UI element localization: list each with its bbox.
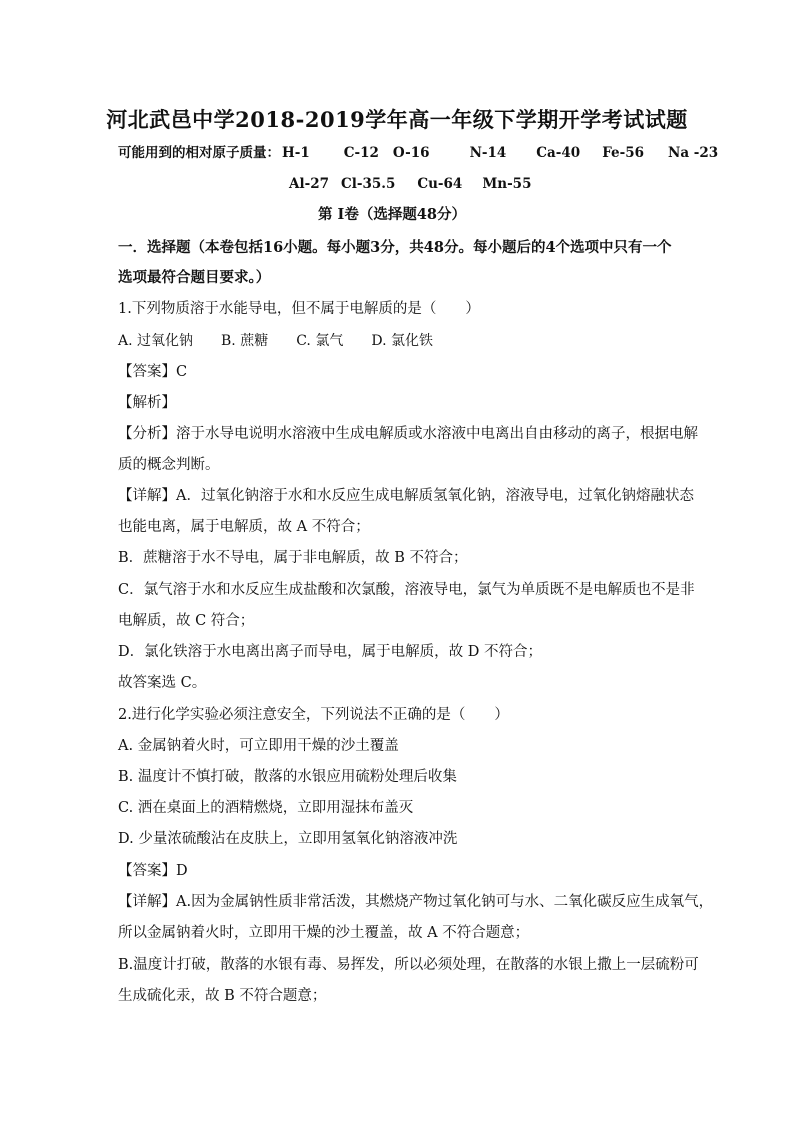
option-d: D. 氯化铁 [371,333,433,349]
mass-item: N-14 [469,145,507,161]
analysis-heading: 【解析】 [118,395,176,411]
section-intro: 选项最符合题目要求。） [118,269,271,286]
section-title: 第 I卷（选择题48分） [318,206,467,223]
analysis-text: 质的概念判断。 [118,457,220,473]
detail-text: D．氯化铁溶于水电离出离子而导电，属于电解质，故 D 不符合； [118,644,542,660]
mass-item: Mn-55 [482,176,532,192]
detail-text: B.温度计打破，散落的水银有毒、易挥发，所以必须处理，在散落的水银上撒上一层硫粉可 [118,957,699,973]
mass-item: Al-27 [289,176,329,192]
detail-text: C．氯气溶于水和水反应生成盐酸和次氯酸，溶液导电，氯气为单质既不是电解质也不是非 [118,582,695,598]
option-a: A. 金属钠着火时，可立即用干燥的沙土覆盖 [118,738,399,754]
mass-item: Fe-56 [602,145,645,161]
analysis-text: 【分析】溶于水导电说明水溶液中生成电解质或水溶液中电离出自由移动的离子，根据电解 [118,426,698,442]
mass-item: H-1 [282,145,310,161]
atomic-masses-row-2 [289,174,531,194]
detail-text: 也能电离，属于电解质，故 A 不符合； [118,519,370,535]
detail-text: 【详解】A．过氧化钠溶于水和水反应生成电解质氢氧化钠，溶液导电，过氧化钠熔融状态 [118,488,694,504]
conclusion-text: 故答案选 C。 [118,675,207,691]
detail-text: 电解质，故 C 符合； [118,613,255,629]
option-b: B. 蔗糖 [221,333,269,349]
question-2-answer: 【答案】D [118,863,188,879]
exam-title: 河北武邑中学2018-2019学年高一年级下学期开学考试试题 [106,107,688,132]
detail-text: 【详解】A.因为金属钠性质非常活泼，其燃烧产物过氧化钠可与水、二氧化碳反应生成氧气， [118,894,714,910]
section-intro: 一．选择题（本卷包括16小题。每小题3分，共48分。每小题后的4个选项中只有一个 [118,239,672,256]
question-2-stem: 2.进行化学实验必须注意安全，下列说法不正确的是（ ） [118,707,509,723]
option-a: A. 过氧化钠 [118,333,194,349]
atomic-masses-label: 可能用到的相对原子质量： [118,145,280,161]
option-c: C. 氯气 [296,333,344,349]
mass-item: C-12 [343,145,379,161]
question-1-options [118,331,461,351]
detail-text: 所以金属钠着火时，立即用干燥的沙土覆盖，故 A 不符合题意； [118,925,530,941]
mass-item: Cu-64 [417,176,463,192]
option-b: B. 温度计不慎打破，散落的水银应用硫粉处理后收集 [118,769,457,785]
option-d: D. 少量浓硫酸沾在皮肤上，立即用氢氧化钠溶液冲洗 [118,831,458,847]
detail-text: 生成硫化汞，故 B 不符合题意； [118,988,327,1004]
mass-item: Ca-40 [536,145,581,161]
question-1-stem: 1.下列物质溶于水能导电，但不属于电解质的是（ ） [118,301,480,317]
mass-item: O-16 [392,145,430,161]
question-1-answer: 【答案】C [118,364,188,380]
mass-item: Cl-35.5 [341,176,396,192]
option-c: C. 洒在桌面上的酒精燃烧，立即用湿抹布盖灭 [118,800,414,816]
mass-item: Na -23 [668,145,719,161]
atomic-masses-row-1 [118,143,718,163]
detail-text: B．蔗糖溶于水不导电，属于非电解质，故 B 不符合； [118,550,468,566]
